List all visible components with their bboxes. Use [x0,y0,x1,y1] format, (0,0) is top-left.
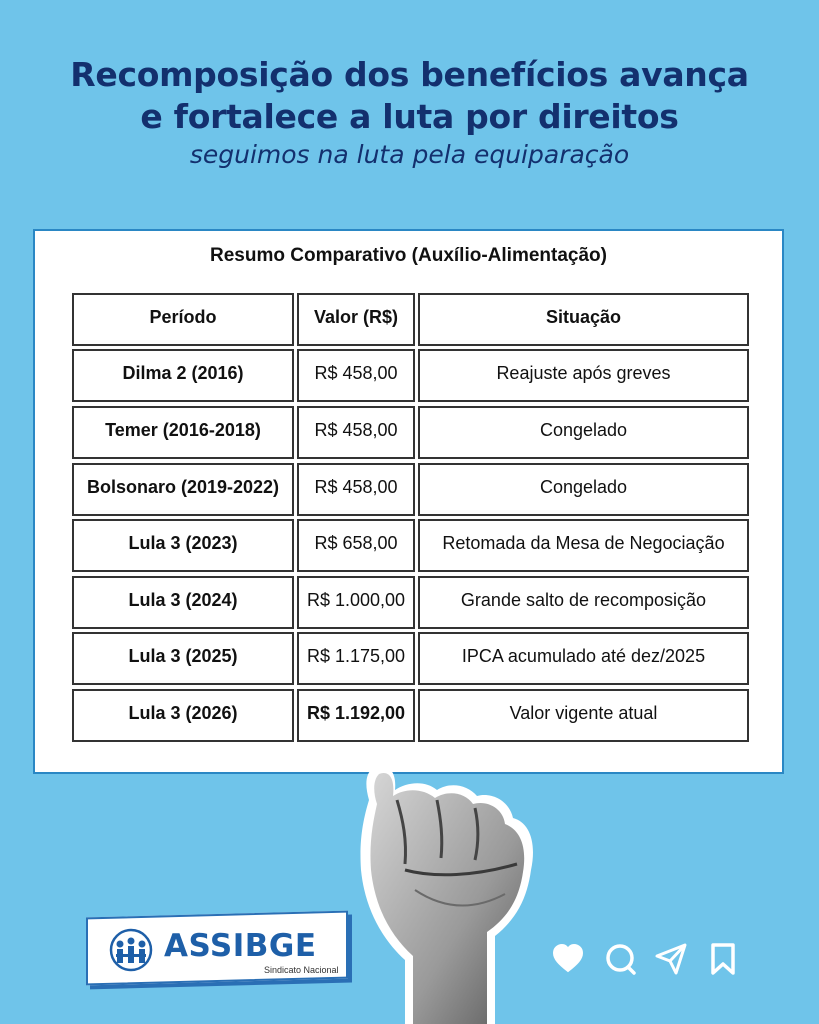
table-row-valor: R$ 458,00 [297,349,415,402]
table-row-situacao: Reajuste após greves [418,349,749,402]
logo-tagline: Sindicato Nacional [264,965,339,975]
logo-name: ASSIBGE [164,928,317,964]
table-row-periodo: Lula 3 (2026) [72,689,294,742]
table-row-situacao: Congelado [418,406,749,459]
table-row-situacao: Grande salto de recomposição [418,576,749,629]
assibge-logo [86,914,352,988]
table-row-situacao: Valor vigente atual [418,689,749,742]
table-row-valor: R$ 1.175,00 [297,632,415,685]
heart-icon[interactable] [551,942,585,976]
share-icon[interactable] [654,942,688,976]
headline-line-2: e fortalece a luta por direitos [140,97,679,136]
bookmark-icon[interactable] [706,942,740,976]
table-row-valor: R$ 1.192,00 [297,689,415,742]
table-row-periodo: Lula 3 (2025) [72,632,294,685]
table-row-valor: R$ 458,00 [297,463,415,516]
comment-icon[interactable] [604,942,638,976]
header-periodo: Período [72,293,294,346]
header-situacao: Situação [418,293,749,346]
table-row-situacao: IPCA acumulado até dez/2025 [418,632,749,685]
table-row-valor: R$ 658,00 [297,519,415,572]
headline-line-1: Recomposição dos benefícios avança [70,55,749,94]
table-row-periodo: Bolsonaro (2019-2022) [72,463,294,516]
headline [0,54,819,172]
table-row-valor: R$ 458,00 [297,406,415,459]
headline-subtitle: seguimos na luta pela equiparação [189,140,630,169]
header-valor: Valor (R$) [297,293,415,346]
comparison-card [33,229,784,774]
table-row-periodo: Temer (2016-2018) [72,406,294,459]
table-title: Resumo Comparativo (Auxílio-Alimentação) [210,245,607,266]
table-row-periodo: Lula 3 (2024) [72,576,294,629]
table-row-valor: R$ 1.000,00 [297,576,415,629]
raised-fist-image [345,760,545,1024]
table-row-situacao: Congelado [418,463,749,516]
table-row-periodo: Dilma 2 (2016) [72,349,294,402]
table-row-situacao: Retomada da Mesa de Negociação [418,519,749,572]
table-row-periodo: Lula 3 (2023) [72,519,294,572]
people-icon [106,928,156,972]
